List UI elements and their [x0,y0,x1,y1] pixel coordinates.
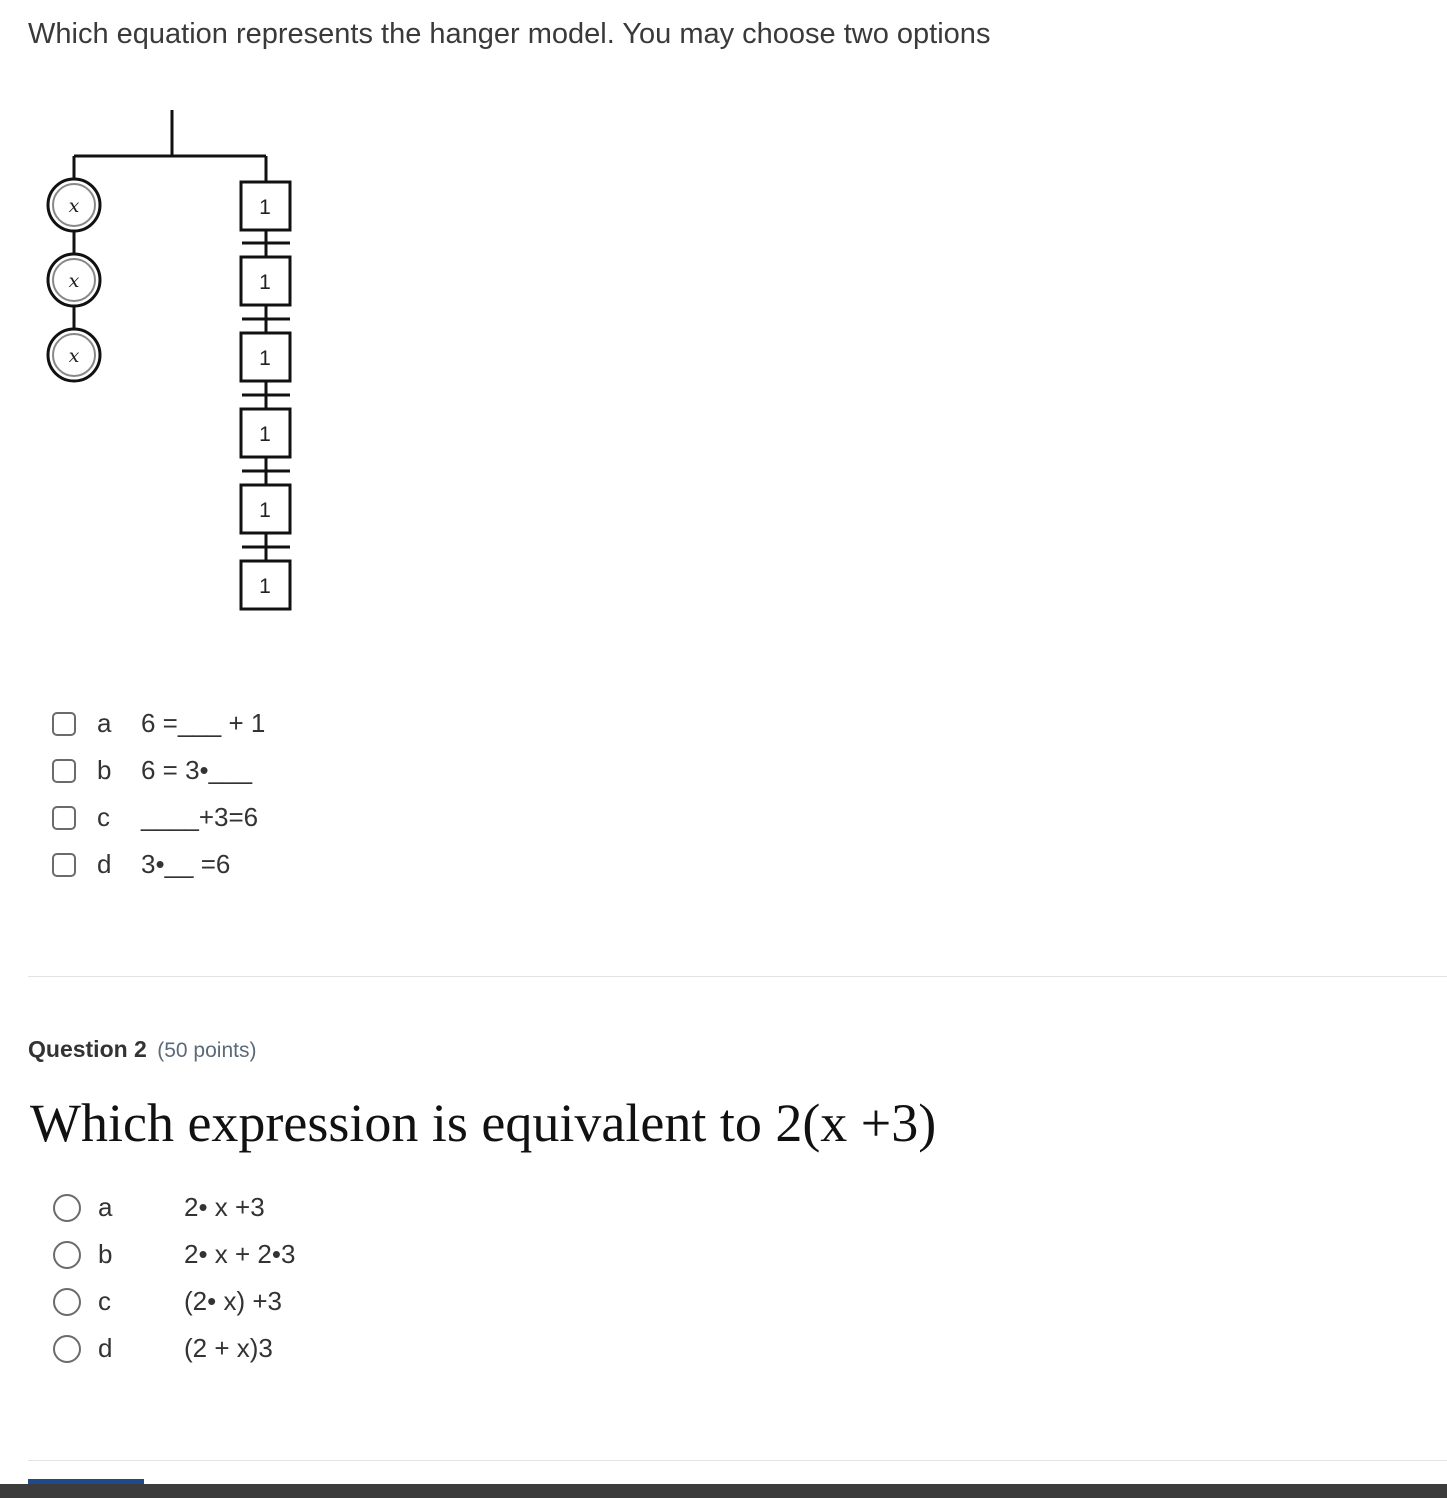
option-text: 6 = 3•___ [141,755,253,785]
option-letter: a [98,1192,113,1222]
option-letter: c [98,1286,111,1316]
option-text: (2• x) +3 [184,1286,282,1316]
option-c[interactable] [53,1278,282,1325]
unit-weight [241,561,290,609]
question-2-prompt: Which expression is equivalent to 2(x +3) [30,1093,937,1153]
unit-weight-label: 1 [259,196,271,219]
question-points: (50 points) [157,1039,257,1062]
unit-weight-label: 1 [259,423,271,446]
unit-weight [241,409,290,457]
option-a[interactable] [52,700,266,747]
unit-weight-label: 1 [259,575,271,598]
option-letter: d [98,1333,113,1363]
x-weight-label: x [68,195,80,217]
option-b[interactable] [53,1231,296,1278]
question-1-prompt: Which equation represents the hanger model. You may choose two options [28,18,991,50]
question-title: Question 2 [28,1036,147,1062]
radio-c[interactable] [53,1288,81,1316]
option-letter: b [97,755,112,785]
option-text: 6 =___ + 1 [141,708,266,738]
radio-b[interactable] [53,1241,81,1269]
option-a[interactable] [53,1184,265,1231]
x-weight [48,329,100,381]
option-d[interactable] [53,1325,273,1372]
question-2-header [28,1036,256,1063]
checkbox-c[interactable] [52,806,76,830]
checkbox-d[interactable] [52,853,76,877]
option-letter: a [97,708,112,738]
option-b[interactable] [52,747,253,794]
unit-weight [241,485,290,533]
option-text: 2• x +3 [184,1192,265,1222]
option-letter: d [97,849,112,879]
option-d[interactable] [52,841,231,888]
radio-d[interactable] [53,1335,81,1363]
option-text: ____+3=6 [141,802,259,832]
question-1-options [52,700,266,888]
question-2-options [53,1184,296,1372]
question-divider [28,1460,1447,1461]
option-text: (2 + x)3 [184,1333,273,1363]
radio-a[interactable] [53,1194,81,1222]
option-letter: b [98,1239,113,1269]
x-weight-label: x [68,345,80,367]
option-text: 2• x + 2•3 [184,1239,296,1269]
x-weight [48,179,100,231]
unit-weight [241,333,290,381]
checkbox-a[interactable] [52,712,76,736]
option-letter: c [97,802,110,832]
checkbox-b[interactable] [52,759,76,783]
x-weight [48,254,100,306]
x-weight-label: x [68,270,80,292]
unit-weight [241,182,290,230]
unit-weight [241,257,290,305]
unit-weight-label: 1 [259,271,271,294]
option-text: 3•__ =6 [141,849,231,879]
question-divider [28,976,1447,977]
hanger-model-diagram [0,100,320,620]
option-c[interactable] [52,794,259,841]
unit-weight-label: 1 [259,499,271,522]
unit-weight-label: 1 [259,347,271,370]
bottom-bar [0,1484,1447,1498]
